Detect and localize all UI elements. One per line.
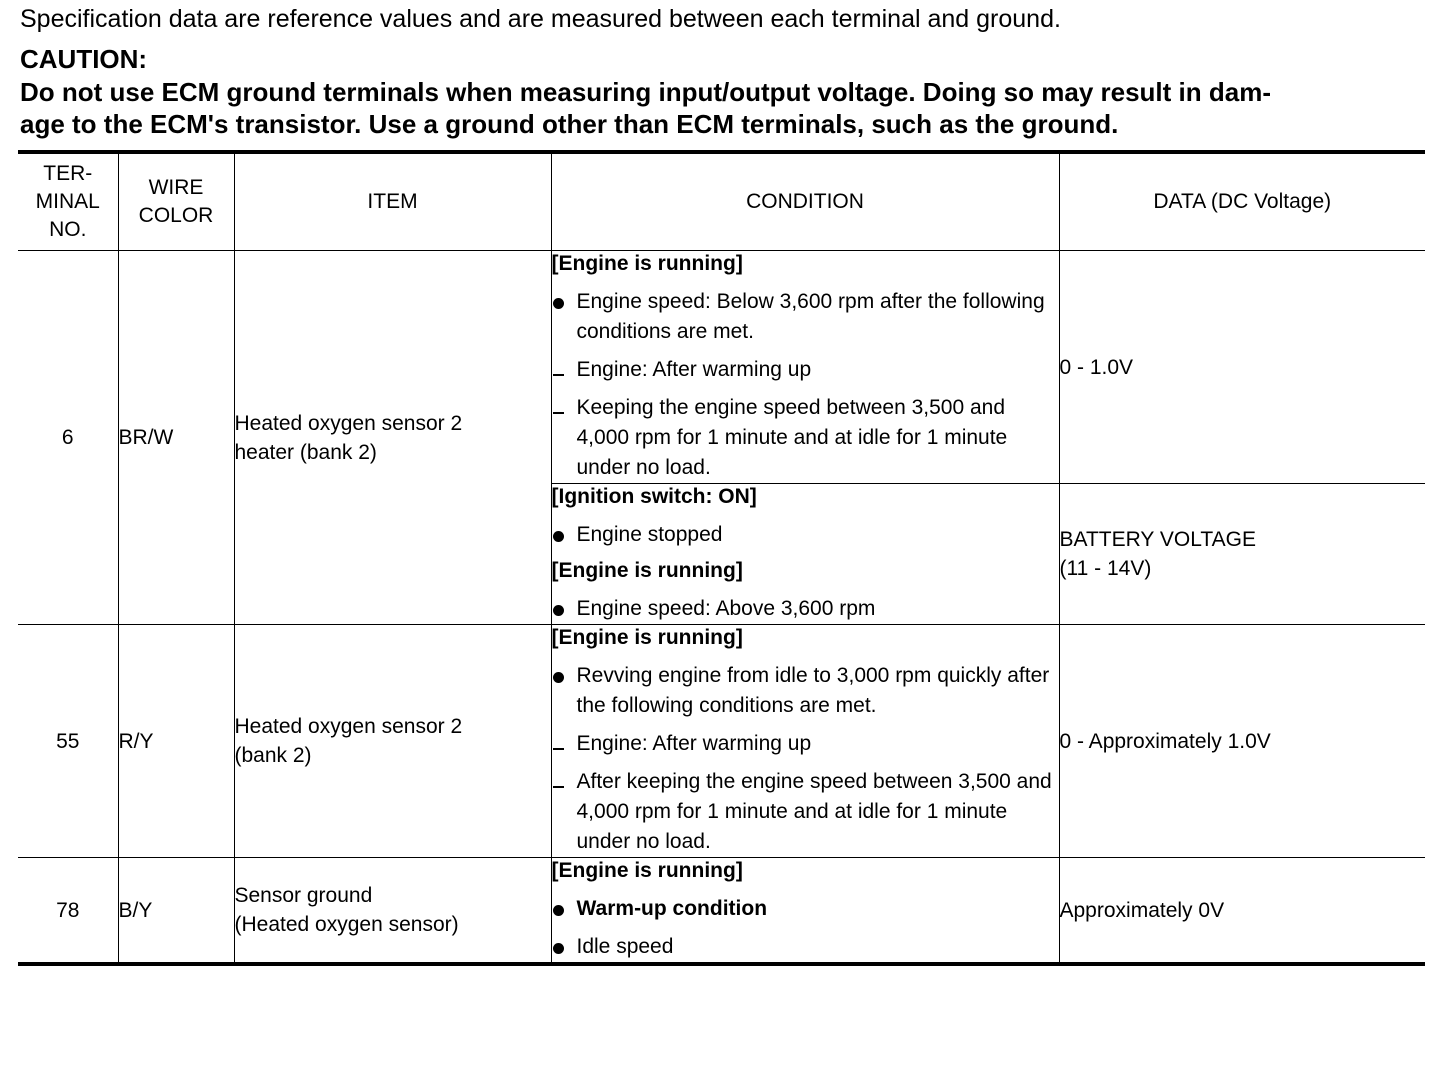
condition-heading: [Engine is running]: [551, 252, 743, 275]
item-cell: [234, 625, 551, 858]
item-text: Heated oxygen sensor 2: [234, 411, 463, 435]
data-cell: [1059, 858, 1425, 965]
condition-text: After keeping the engine speed between 3,500 and 4,000 rpm for 1 minute and at idle for 1 minute under no load.: [576, 770, 1052, 853]
terminal-no-cell: 6: [18, 251, 118, 625]
data-cell: [1059, 625, 1425, 858]
header-item: ITEM: [234, 152, 551, 251]
condition-text: Engine: After warming up: [576, 358, 812, 381]
caution-line: age to the ECM's transistor. Use a ground other than ECM terminals, such as the ground.: [20, 109, 1119, 139]
condition-text: Engine speed: Above 3,600 rpm: [576, 597, 876, 620]
item-text: heater (bank 2): [234, 440, 377, 464]
dash-icon: [552, 355, 572, 385]
table-header-row: [18, 152, 1425, 251]
condition-item: [552, 520, 1059, 550]
condition-item: [552, 287, 1059, 347]
item-text: Heated oxygen sensor 2: [234, 715, 463, 738]
item-text: (bank 2): [234, 744, 312, 767]
item-cell: [234, 858, 551, 965]
condition-heading: [Engine is running]: [551, 559, 743, 582]
bullet-icon: [552, 594, 572, 625]
caution-line: Do not use ECM ground terminals when measuring input/output voltage. Doing so may result in dam-: [20, 77, 1271, 107]
condition-item: [552, 894, 1059, 924]
condition-sub-item: [552, 729, 1059, 759]
item-text: (Heated oxygen sensor): [234, 913, 459, 936]
condition-item: [552, 594, 1059, 624]
dash-icon: [552, 729, 572, 759]
condition-text: Engine: After warming up: [576, 732, 812, 755]
condition-item: [552, 932, 1059, 962]
bullet-icon: [552, 520, 572, 551]
header-text: NO.: [49, 218, 87, 241]
wire-color-cell: BR/W: [118, 251, 234, 625]
header-terminal-no: [18, 152, 118, 251]
wire-color-cell: B/Y: [118, 858, 234, 965]
data-text: 0 - Approximately 1.0V: [1059, 729, 1271, 753]
condition-heading: [Engine is running]: [551, 626, 743, 649]
wire-color-cell: R/Y: [118, 625, 234, 858]
data-text: BATTERY VOLTAGE: [1059, 528, 1256, 551]
condition-cell: [551, 858, 1059, 965]
header-text: TER-: [43, 162, 93, 185]
condition-sub-item: [552, 355, 1059, 385]
condition-heading: [Engine is running]: [551, 859, 743, 882]
data-cell: [1059, 484, 1425, 625]
terminal-no-cell: 55: [18, 625, 118, 858]
terminal-no-cell: 78: [18, 858, 118, 965]
data-text: (11 - 14V): [1059, 557, 1152, 580]
condition-sub-item: [552, 393, 1059, 483]
header-wire-color: [118, 152, 234, 251]
data-cell: [1059, 251, 1425, 484]
caution-title: CAUTION:: [20, 44, 148, 74]
condition-heading: [Ignition switch: ON]: [551, 485, 757, 508]
condition-text: Revving engine from idle to 3,000 rpm quickly after the following conditions are met.: [576, 664, 1050, 717]
condition-text: Warm-up condition: [576, 897, 768, 920]
header-data: DATA (DC Voltage): [1059, 152, 1425, 251]
condition-item: [552, 661, 1059, 721]
condition-cell: [551, 251, 1059, 484]
table-row: [18, 858, 1425, 965]
condition-cell: [551, 484, 1059, 625]
bullet-icon: [552, 894, 572, 925]
header-text: MINAL: [35, 190, 100, 213]
table-body: [18, 251, 1425, 965]
header-text: COLOR: [138, 204, 214, 227]
terminal-spec-table: [18, 150, 1425, 966]
condition-cell: [551, 625, 1059, 858]
item-cell: [234, 251, 551, 625]
condition-text: Idle speed: [576, 935, 674, 958]
data-text: Approximately 0V: [1059, 898, 1225, 922]
table-row: [18, 625, 1425, 858]
item-text: Sensor ground: [234, 884, 373, 907]
condition-sub-item: [552, 767, 1059, 857]
intro-text: Specification data are reference values and are measured between each terminal and ground.: [20, 5, 1061, 33]
table-row: [18, 251, 1425, 484]
data-text: 0 - 1.0V: [1059, 355, 1134, 379]
condition-text: Engine speed: Below 3,600 rpm after the following conditions are met.: [576, 290, 1045, 343]
dash-icon: [552, 393, 572, 423]
bullet-icon: [552, 661, 572, 692]
bullet-icon: [552, 932, 572, 963]
header-text: WIRE: [148, 176, 204, 199]
caution-text: [20, 76, 1425, 140]
header-condition: CONDITION: [551, 152, 1059, 251]
condition-text: Engine stopped: [576, 523, 723, 546]
bullet-icon: [552, 287, 572, 318]
condition-text: Keeping the engine speed between 3,500 and 4,000 rpm for 1 minute and at idle for 1 minute under no load.: [576, 396, 1008, 479]
dash-icon: [552, 767, 572, 797]
